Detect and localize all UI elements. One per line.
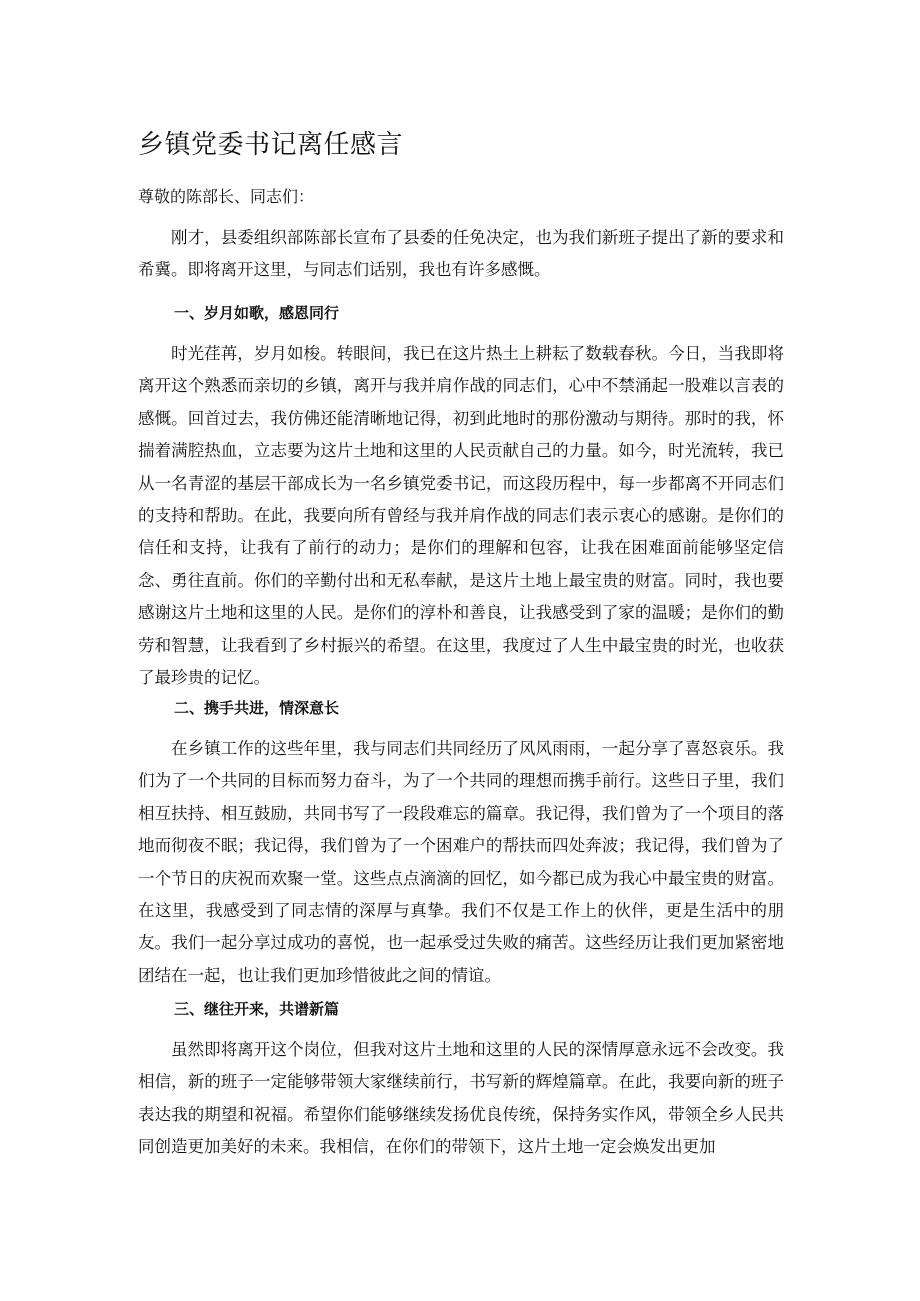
salutation: 尊敬的陈部长、同志们： — [138, 187, 315, 206]
section-heading-3: 三、继往开来，共谱新篇 — [174, 1000, 340, 1018]
section-heading-1: 一、岁月如歌，感恩同行 — [174, 304, 340, 322]
section-body-2: 在乡镇工作的这些年里，我与同志们共同经历了风风雨雨，一起分享了喜怒哀乐。我们为了一个共同的目标而努力奋斗，为了一个共同的理想而携手前行。这些日子里，我们相互扶持、相互鼓励，共同书写了一段段难忘的篇章。我记得，我们曾为了一个项目的落地而彻夜不眠；我记得，我们曾为了一个困难户的帮扶而四处奔波；我记得，我们曾为了一个节日的庆祝而欢聚一堂。这些点点滴滴的回忆，如今都已成为我心中最宝贵的财富。在这里，我感受到了同志情的深厚与真挚。我们不仅是工作上的伙伴，更是生活中的朋友。我们一起分享过成功的喜悦，也一起承受过失败的痛苦。这些经历让我们更加紧密地团结在一起，也让我们更加珍惜彼此之间的情谊。 — [138, 739, 784, 985]
section-heading-2: 二、携手共进，情深意长 — [174, 699, 340, 717]
section-body-1: 时光荏苒，岁月如梭。转眼间，我已在这片热土上耕耘了数载春秋。今日，当我即将离开这个熟悉而亲切的乡镇，离开与我并肩作战的同志们，心中不禁涌起一股难以言表的感慨。回首过去，我仿佛还能清晰地记得，初到此地时的那份激动与期待。那时的我，怀揣着满腔热血，立志要为这片土地和这里的人民贡献自己的力量。如今，时光流转，我已从一名青涩的基层干部成长为一名乡镇党委书记，而这段历程中，每一步都离不开同志们的支持和帮助。在此，我要向所有曾经与我并肩作战的同志们表示衷心的感谢。是你们的信任和支持，让我有了前行的动力；是你们的理解和包容，让我在困难面前能够坚定信念、勇往直前。你们的辛勤付出和无私奉献，是这片土地上最宝贵的财富。同时，我也要感谢这片土地和这里的人民。是你们的淳朴和善良，让我感受到了家的温暖；是你们的勤劳和智慧，让我看到了乡村振兴的希望。在这里，我度过了人生中最宝贵的时光，也收获了最珍贵的记忆。 — [138, 344, 784, 688]
section-body-3: 虽然即将离开这个岗位，但我对这片土地和这里的人民的深情厚意永远不会改变。我相信，新的班子一定能够带领大家继续前行，书写新的辉煌篇章。在此，我要向新的班子表达我的期望和祝福。希望你们能够继续发扬优良传统，保持务实作风，带领全乡人民共同创造更加美好的未来。我相信，在你们的带领下，这片土地一定会焕发出更加 — [138, 1040, 784, 1157]
intro-paragraph: 刚才，县委组织部陈部长宣布了县委的任免决定，也为我们新班子提出了新的要求和希冀。即将离开这里，与同志们话别，我也有许多感慨。 — [138, 228, 784, 280]
document-title: 乡镇党委书记离任感言 — [138, 130, 404, 160]
